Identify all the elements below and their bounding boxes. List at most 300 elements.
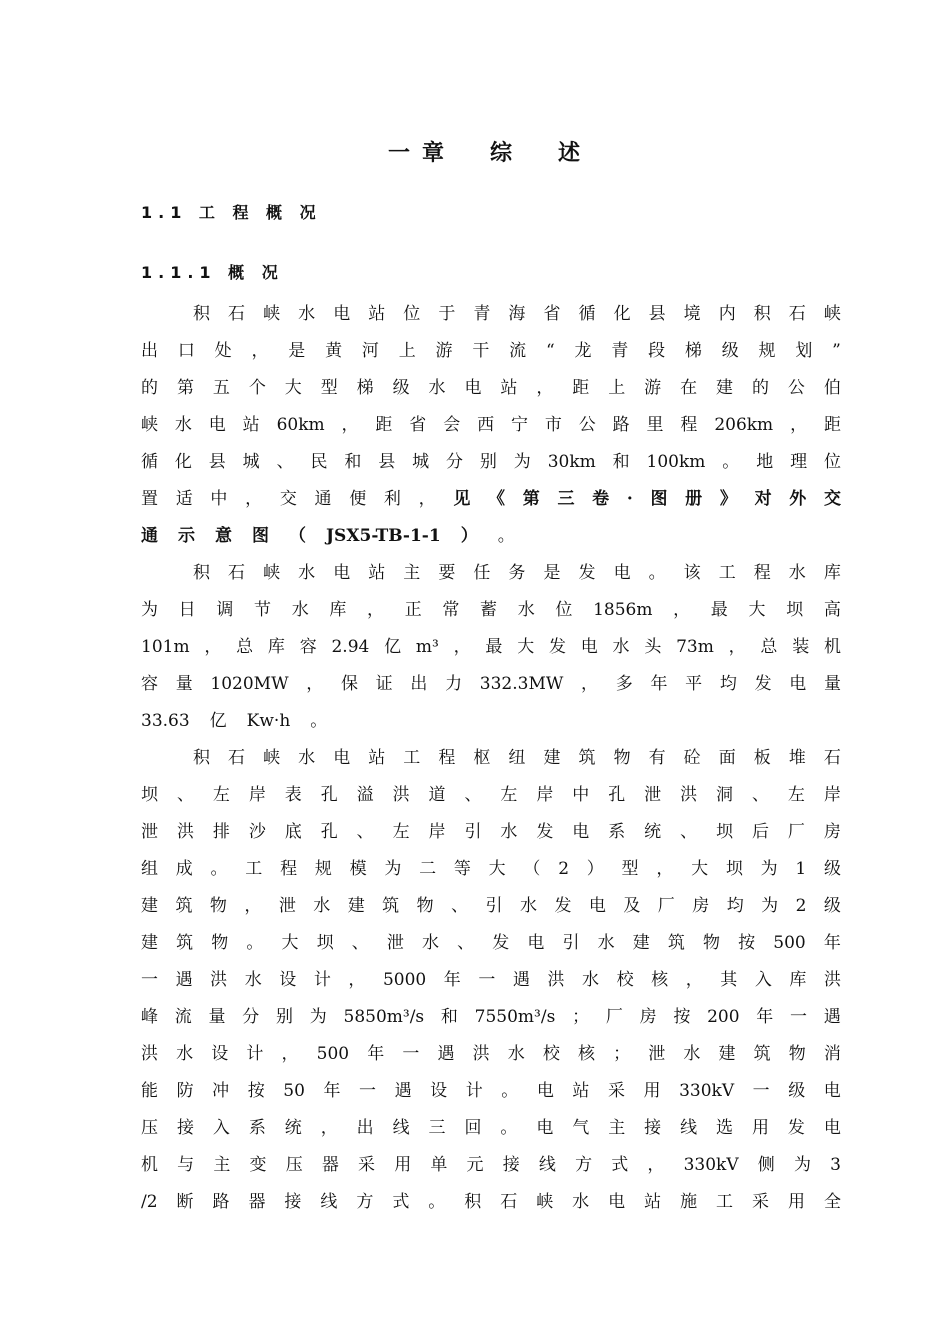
text-token: 左 <box>392 822 410 842</box>
text-token: ； <box>572 1007 590 1027</box>
text-token: 口 <box>177 341 195 361</box>
text-token: 量 <box>823 674 841 694</box>
text-token: 计 <box>313 970 331 990</box>
text-token: 峰 <box>141 1007 158 1027</box>
text-token: 发 <box>787 1118 805 1138</box>
text-token: 表 <box>284 785 302 805</box>
text-token: 电 <box>789 674 807 694</box>
text-token: 节 <box>254 600 272 620</box>
text-token: 水 <box>291 600 309 620</box>
text-token: 入 <box>212 1118 230 1138</box>
text-token: 水 <box>174 415 192 435</box>
text-token: 路 <box>612 415 630 435</box>
text-token: 器 <box>248 1192 266 1212</box>
text-token: 通 <box>141 526 158 546</box>
text-token: ， <box>453 637 471 657</box>
text-token: （ <box>289 526 306 546</box>
text-token: ， <box>647 1155 665 1175</box>
text-token: 2 <box>558 859 570 879</box>
text-token: 式 <box>611 1155 629 1175</box>
text-line <box>141 1147 841 1184</box>
text-token: 务 <box>508 563 526 583</box>
text-token: 孔 <box>608 785 626 805</box>
text-token: 筑 <box>753 1044 771 1064</box>
text-token: 、 <box>351 933 369 953</box>
text-token: 县 <box>648 304 666 324</box>
text-token: 处 <box>214 341 232 361</box>
text-token: 路 <box>212 1192 230 1212</box>
text-token: 水 <box>176 1044 194 1064</box>
text-token: 出 <box>356 1118 374 1138</box>
text-token: 公 <box>578 415 596 435</box>
text-line <box>141 1184 841 1221</box>
text-token: 器 <box>321 1155 339 1175</box>
text-token: 城 <box>412 452 430 472</box>
text-token: 后 <box>751 822 769 842</box>
text-token: 电 <box>527 933 545 953</box>
text-token: 遇 <box>512 970 530 990</box>
text-token: 蓄 <box>480 600 498 620</box>
text-token: 图 <box>252 526 269 546</box>
text-token: 电 <box>608 1192 626 1212</box>
text-token: 泄 <box>386 933 404 953</box>
text-token: 站 <box>368 304 386 324</box>
text-token: 一 <box>402 1044 420 1064</box>
text-token: 是 <box>288 341 306 361</box>
text-token: 。 <box>648 563 666 583</box>
text-token: 年 <box>367 1044 385 1064</box>
text-token: 面 <box>718 748 736 768</box>
text-token: 为 <box>761 896 779 916</box>
text-token: 33.63 <box>141 711 190 731</box>
text-token: 库 <box>789 970 807 990</box>
text-token: 。 <box>500 1118 518 1138</box>
text-token: 选 <box>716 1118 733 1138</box>
text-token: 高 <box>823 600 841 620</box>
text-token: 要 <box>438 563 456 583</box>
text-token: 交 <box>279 489 297 509</box>
text-token: 内 <box>718 304 736 324</box>
text-token: 侧 <box>757 1155 775 1175</box>
text-token: 为 <box>760 859 778 879</box>
text-token: 1856m <box>593 600 653 620</box>
text-token: 流 <box>509 341 527 361</box>
text-token: 332.3MW <box>479 674 564 694</box>
text-token: 筑 <box>382 896 400 916</box>
text-token: 遇 <box>175 970 193 990</box>
text-token: 干 <box>472 341 490 361</box>
text-token: 101m <box>141 637 190 657</box>
text-token: 于 <box>438 304 456 324</box>
text-token: 水 <box>298 563 316 583</box>
text-token: 积 <box>193 748 210 768</box>
text-token: 青 <box>473 304 491 324</box>
text-token: 物 <box>416 896 434 916</box>
text-line <box>141 370 841 407</box>
text-token: 一 <box>141 970 158 990</box>
text-token: 接 <box>284 1192 302 1212</box>
text-token: 个 <box>248 378 266 398</box>
text-token: 孔 <box>320 785 338 805</box>
text-token: 级 <box>788 1081 806 1101</box>
text-token: 调 <box>216 600 234 620</box>
text-token: 在 <box>680 378 698 398</box>
text-token: 册 <box>685 489 703 509</box>
text-token: 系 <box>608 822 626 842</box>
text-line <box>141 518 841 555</box>
text-token: 站 <box>572 1081 590 1101</box>
text-token: ， <box>728 637 746 657</box>
text-token: 任 <box>473 563 491 583</box>
text-token: 溢 <box>356 785 374 805</box>
text-token: 大 <box>284 378 302 398</box>
text-token: 1 <box>795 859 807 879</box>
text-token: 200 <box>707 1007 740 1027</box>
text-token: 游 <box>435 341 453 361</box>
text-token: 峡 <box>141 415 158 435</box>
text-token: 石 <box>228 563 246 583</box>
text-token: 压 <box>141 1118 158 1138</box>
text-token: 级 <box>721 341 739 361</box>
text-token: 泄 <box>648 1044 666 1064</box>
text-token: 为 <box>309 1007 327 1027</box>
text-token: 线 <box>320 1192 338 1212</box>
text-token: 坝 <box>716 822 733 842</box>
text-token: 接 <box>644 1118 662 1138</box>
text-token: 计 <box>465 1081 483 1101</box>
text-token: 亿 <box>384 637 402 657</box>
text-token: 校 <box>542 1044 560 1064</box>
text-token: ） <box>460 526 478 546</box>
text-token: 成 <box>175 859 193 879</box>
text-token: 第 <box>176 378 194 398</box>
text-token: 统 <box>284 1118 302 1138</box>
text-token: 元 <box>466 1155 484 1175</box>
text-token: 是 <box>543 563 561 583</box>
text-token: 大 <box>691 859 709 879</box>
text-token: 年 <box>756 1007 774 1027</box>
text-token: 为 <box>384 859 402 879</box>
text-token: 段 <box>648 341 666 361</box>
text-token: 置 <box>141 489 158 509</box>
text-token: 发 <box>536 822 554 842</box>
text-token: 设 <box>430 1081 448 1101</box>
text-token: 别 <box>479 452 497 472</box>
text-token: 上 <box>608 378 626 398</box>
text-token: 与 <box>177 1155 195 1175</box>
text-token: 工 <box>716 1192 734 1212</box>
text-token: 坝 <box>725 859 743 879</box>
text-token: ， <box>251 341 269 361</box>
text-token: 建 <box>543 748 561 768</box>
text-token: 回 <box>464 1118 482 1138</box>
text-token: 330kV <box>679 1081 735 1101</box>
text-token: 别 <box>276 1007 293 1027</box>
text-token: 7550m³/s <box>474 1007 556 1027</box>
text-token: 五 <box>212 378 230 398</box>
text-token: 对 <box>754 489 772 509</box>
text-token: 房 <box>823 822 841 842</box>
text-token: 发 <box>548 637 566 657</box>
text-token: 程 <box>280 859 298 879</box>
text-token: 水 <box>313 896 331 916</box>
text-token: 水 <box>500 822 518 842</box>
text-token: ” <box>832 341 841 361</box>
text-token: 县 <box>208 452 226 472</box>
text-token: 总 <box>236 637 254 657</box>
text-token: 》 <box>719 489 737 509</box>
text-token: Kw·h <box>246 711 291 731</box>
text-token: 电 <box>823 1081 841 1101</box>
text-token: 年 <box>650 674 668 694</box>
text-token: 机 <box>823 637 841 657</box>
text-token: ， <box>418 489 436 509</box>
text-token: 一 <box>752 1081 770 1101</box>
text-token: 位 <box>823 452 841 472</box>
text-token: 厂 <box>657 896 675 916</box>
subsection-heading: 1.1.1 概 况 <box>141 263 284 282</box>
text-token: 入 <box>754 970 772 990</box>
text-token: 站 <box>368 748 386 768</box>
text-line <box>141 444 841 481</box>
section-heading: 1.1 工 程 概 况 <box>141 203 322 222</box>
text-token: 引 <box>485 896 503 916</box>
text-token: 206km <box>714 415 774 435</box>
text-token: 河 <box>361 341 379 361</box>
text-token: 方 <box>356 1192 374 1212</box>
text-token: 采 <box>358 1155 376 1175</box>
text-token: 、 <box>276 452 294 472</box>
text-token: 遇 <box>823 1007 841 1027</box>
text-token: 、 <box>176 785 194 805</box>
text-token: 电 <box>464 378 482 398</box>
text-token: 。 <box>246 933 264 953</box>
text-token: 市 <box>544 415 562 435</box>
text-line <box>141 1073 841 1110</box>
text-token: 防 <box>176 1081 194 1101</box>
text-token: 程 <box>753 563 771 583</box>
text-token: 库 <box>823 563 841 583</box>
text-token: 、 <box>680 822 698 842</box>
text-token: 、 <box>451 896 469 916</box>
text-token: 73m <box>676 637 714 657</box>
text-token: 日 <box>178 600 196 620</box>
text-token: 省 <box>409 415 427 435</box>
text-token: 水 <box>572 1192 590 1212</box>
text-token: 方 <box>575 1155 593 1175</box>
text-token: ， <box>244 896 262 916</box>
text-token: 境 <box>683 304 701 324</box>
text-token: 头 <box>644 637 662 657</box>
text-token: 500 <box>773 933 806 953</box>
text-token: 厂 <box>605 1007 623 1027</box>
text-token: 泄 <box>278 896 296 916</box>
text-token: 、 <box>356 822 374 842</box>
text-token: 发 <box>492 933 510 953</box>
text-line <box>141 777 841 814</box>
text-token: 物 <box>703 933 720 953</box>
text-token: 程 <box>680 415 698 435</box>
text-token: 黄 <box>325 341 343 361</box>
text-token: 容 <box>141 674 158 694</box>
text-token: 年 <box>323 1081 341 1101</box>
text-token: 发 <box>554 896 572 916</box>
text-token: 采 <box>752 1192 770 1212</box>
text-token: 化 <box>174 452 192 472</box>
text-line <box>141 999 841 1036</box>
text-token: 主 <box>213 1155 231 1175</box>
text-token: 洪 <box>472 1044 490 1064</box>
text-token: 一 <box>790 1007 808 1027</box>
text-token: 龙 <box>574 341 592 361</box>
text-token: ） <box>586 859 604 879</box>
text-token: 均 <box>726 896 744 916</box>
text-token: 冲 <box>212 1081 230 1101</box>
text-token: 用 <box>643 1081 661 1101</box>
text-line <box>141 703 841 740</box>
text-token: 年 <box>823 933 841 953</box>
text-token: 大 <box>488 859 506 879</box>
text-token: ， <box>367 600 385 620</box>
text-token: ， <box>245 489 263 509</box>
text-token: 500 <box>316 1044 350 1064</box>
text-token: 机 <box>141 1155 158 1175</box>
text-token: 库 <box>267 637 285 657</box>
text-token: 洪 <box>547 970 565 990</box>
text-token: 和 <box>440 1007 458 1027</box>
text-token: 三 <box>557 489 575 509</box>
chapter-title: 一章 综 述 <box>387 141 592 166</box>
text-token: 式 <box>392 1192 410 1212</box>
text-token: 筑 <box>176 933 194 953</box>
text-token: 最 <box>485 637 503 657</box>
text-line <box>141 333 841 370</box>
text-token: 亿 <box>209 711 227 731</box>
text-token: 筑 <box>175 896 193 916</box>
text-token: 建 <box>141 933 158 953</box>
text-token: 位 <box>555 600 573 620</box>
text-token: 梯 <box>684 341 702 361</box>
text-token: 距 <box>572 378 590 398</box>
text-token: 主 <box>403 563 421 583</box>
text-token: 发 <box>578 563 596 583</box>
text-token: 。 <box>722 452 740 472</box>
text-token: 消 <box>823 1044 841 1064</box>
text-token: ， <box>306 674 324 694</box>
text-token: 堆 <box>788 748 806 768</box>
text-token: 西 <box>477 415 495 435</box>
text-token: 筑 <box>667 933 685 953</box>
text-token: ， <box>790 415 808 435</box>
text-line <box>141 629 841 666</box>
text-token: 中 <box>572 785 590 805</box>
text-token: 工 <box>403 748 421 768</box>
text-token: 100km <box>646 452 706 472</box>
text-token: 统 <box>644 822 662 842</box>
text-token: 图 <box>650 489 668 509</box>
text-token: 量 <box>208 1007 226 1027</box>
text-token: 位 <box>403 304 421 324</box>
text-token: 峡 <box>263 563 281 583</box>
text-token: 及 <box>623 896 641 916</box>
text-token: 校 <box>616 970 634 990</box>
text-token: 线 <box>538 1155 556 1175</box>
text-token: 岸 <box>823 785 841 805</box>
text-token: 第 <box>522 489 540 509</box>
text-token: ， <box>204 637 222 657</box>
text-token: 县 <box>378 452 396 472</box>
text-token: ， <box>536 378 554 398</box>
text-token: 采 <box>607 1081 625 1101</box>
text-token: 的 <box>751 378 769 398</box>
text-line <box>141 740 841 777</box>
text-token: 为 <box>513 452 531 472</box>
text-token: 峡 <box>536 1192 554 1212</box>
text-token: 计 <box>246 1044 264 1064</box>
text-token: 流 <box>174 1007 192 1027</box>
text-token: 、 <box>457 933 475 953</box>
text-token: 装 <box>792 637 810 657</box>
text-token: 一 <box>359 1081 377 1101</box>
text-token: 省 <box>543 304 561 324</box>
text-token: 全 <box>823 1192 841 1212</box>
text-token: 系 <box>248 1118 266 1138</box>
text-token: 大 <box>281 933 299 953</box>
text-token: 纽 <box>508 748 526 768</box>
text-token: 为 <box>793 1155 811 1175</box>
text-token: 洪 <box>823 970 841 990</box>
text-token: 和 <box>344 452 362 472</box>
text-token: 水 <box>298 748 316 768</box>
text-token: 引 <box>562 933 580 953</box>
text-token: 站 <box>500 378 518 398</box>
text-token: 水 <box>788 563 806 583</box>
text-token: 压 <box>285 1155 303 1175</box>
text-token: 梯 <box>356 378 374 398</box>
text-token: ， <box>320 1118 338 1138</box>
text-token: 站 <box>644 1192 662 1212</box>
text-token: 建 <box>632 933 650 953</box>
text-token: 。 <box>497 526 515 546</box>
text-token: 物 <box>211 933 229 953</box>
text-token: 距 <box>823 415 841 435</box>
text-token: 水 <box>422 933 439 953</box>
text-token: ， <box>685 970 703 990</box>
text-token: 循 <box>141 452 158 472</box>
text-token: 道 <box>428 785 446 805</box>
text-token: 线 <box>680 1118 698 1138</box>
text-token: 砼 <box>683 748 701 768</box>
text-token: “ <box>545 341 555 361</box>
text-token: 地 <box>756 452 774 472</box>
text-token: 年 <box>443 970 461 990</box>
text-token: 正 <box>404 600 422 620</box>
text-token: 和 <box>612 452 630 472</box>
text-token: 建 <box>347 896 365 916</box>
text-token: 2 <box>795 896 807 916</box>
text-token: ， <box>341 415 359 435</box>
text-token: 变 <box>249 1155 267 1175</box>
text-token: 石 <box>228 304 246 324</box>
text-token: 程 <box>438 748 456 768</box>
text-token: 接 <box>502 1155 520 1175</box>
text-token: JSX5-TB-1-1 <box>326 526 441 546</box>
text-token: 大 <box>748 600 766 620</box>
text-token: 分 <box>446 452 464 472</box>
text-token: 积 <box>193 304 210 324</box>
text-token: 5000 <box>382 970 427 990</box>
text-token: （ <box>523 859 541 879</box>
